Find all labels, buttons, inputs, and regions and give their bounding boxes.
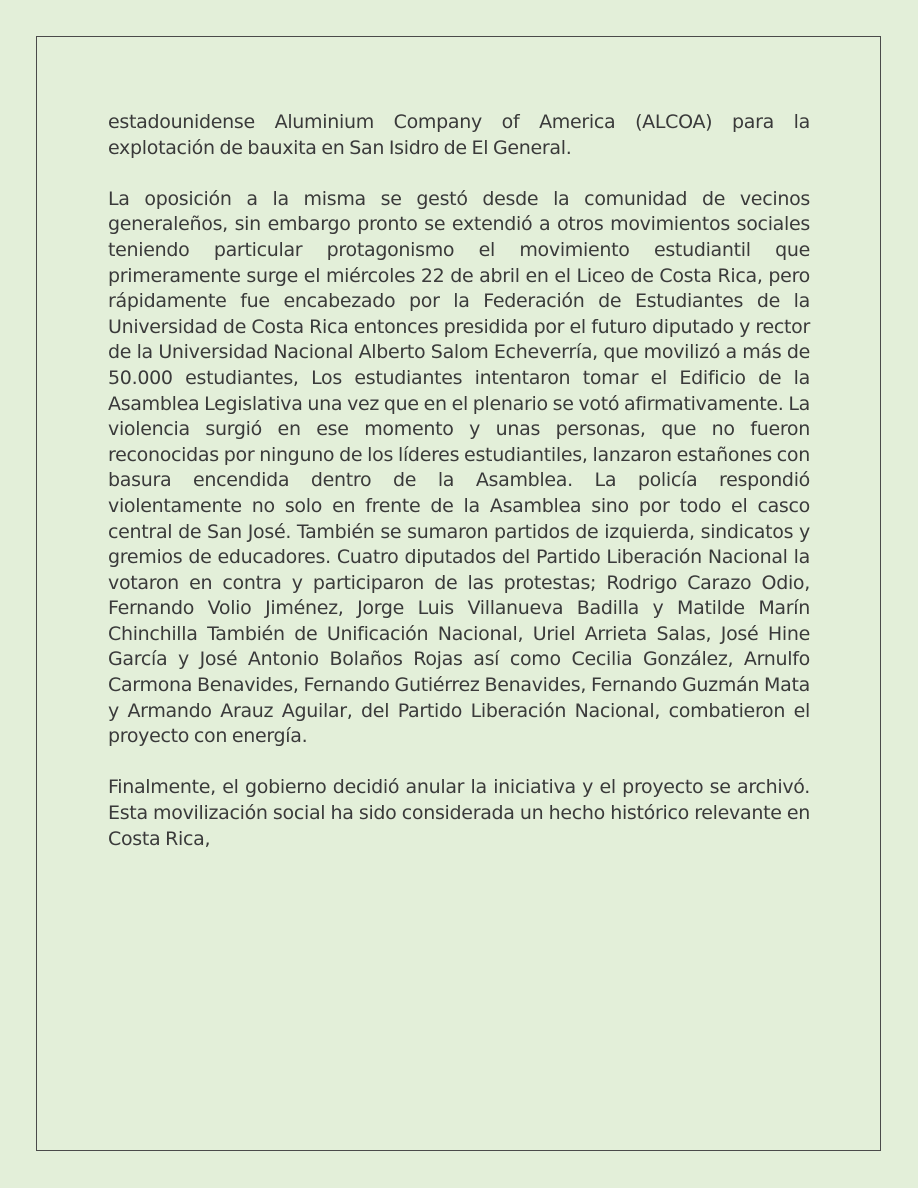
document-body (108, 110, 810, 878)
paragraph-1: estadounidense Aluminium Company of America (ALCOA) para la explotación de bauxita en San Isidro de El General. (108, 111, 810, 159)
paragraph-3: Finalmente, el gobierno decidió anular la iniciativa y el proyecto se archivó. Esta movilización social ha sido considerada un hecho histórico relevante en Costa Rica, (108, 776, 810, 850)
paragraph-2: La oposición a la misma se gestó desde la comunidad de vecinos generaleños, sin embargo pronto se extendió a otros movimientos sociales teniendo particular protagonismo el movimiento estudiantil que primeramente surge el miércoles 22 de abril en el Liceo de Costa Rica, pero rápidamente fue encabezado por la Federación de Estudiantes de la Universidad de Costa Rica entonces presidida por el futuro diputado y rector de la Universidad Nacional Alberto Salom Echeverría, que movilizó a más de 50.000 estudiantes, Los estudiantes intentaron tomar el Edificio de la Asamblea Legislativa una vez que en el plenario se votó afirmativamente. La violencia surgió en ese momento y unas personas, que no fueron reconocidas por ninguno de los líderes estudiantiles, lanzaron estañones con basura encendida dentro de la Asamblea. La policía respondió violentamente no solo en frente de la Asamblea sino por todo el casco central de San José. También se sumaron partidos de izquierda, sindicatos y gremios de educadores. Cuatro diputados del Partido Liberación Nacional la votaron en contra y participaron de las protestas; Rodrigo Carazo Odio, Fernando Volio Jiménez, Jorge Luis Villanueva Badilla y Matilde Marín Chinchilla También de Unificación Nacional, Uriel Arrieta Salas, José Hine García y José Antonio Bolaños Rojas así como Cecilia González, Arnulfo Carmona Benavides, Fernando Gutiérrez Benavides, Fernando Guzmán Mata y Armando Arauz Aguilar, del Partido Liberación Nacional, combatieron el proyecto con energía. (108, 187, 810, 748)
